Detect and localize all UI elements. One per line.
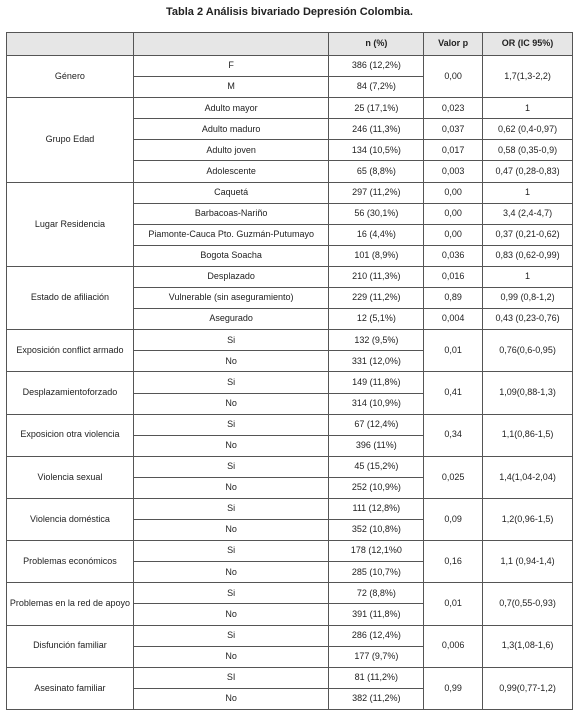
table-row <box>7 583 573 604</box>
or-cell: 0,58 (0,35-0,9) <box>483 140 573 161</box>
variable-cell: Grupo Edad <box>7 98 134 182</box>
p-value-cell: 0,00 <box>424 224 483 245</box>
p-value-cell: 0,41 <box>424 372 483 414</box>
p-value-cell: 0,00 <box>424 203 483 224</box>
p-value-cell: 0,023 <box>424 98 483 119</box>
n-cell: 382 (11,2%) <box>329 688 424 709</box>
n-cell: 25 (17,1%) <box>329 98 424 119</box>
or-cell: 0,43 (0,23-0,76) <box>483 309 573 330</box>
table-row <box>7 625 573 646</box>
n-cell: 285 (10,7%) <box>329 562 424 583</box>
bivariate-table <box>6 32 573 710</box>
category-cell: No <box>133 562 329 583</box>
category-cell: No <box>133 351 329 372</box>
n-cell: 229 (11,2%) <box>329 288 424 309</box>
category-cell: Bogota Soacha <box>133 245 329 266</box>
category-cell: M <box>133 77 329 98</box>
table-row <box>7 98 573 119</box>
category-cell: Si <box>133 583 329 604</box>
p-value-cell: 0,00 <box>424 56 483 98</box>
category-cell: Si <box>133 372 329 393</box>
p-value-cell: 0,037 <box>424 119 483 140</box>
table-body <box>7 56 573 710</box>
n-cell: 210 (11,3%) <box>329 266 424 287</box>
n-cell: 331 (12,0%) <box>329 351 424 372</box>
n-cell: 65 (8,8%) <box>329 161 424 182</box>
n-cell: 177 (9,7%) <box>329 646 424 667</box>
category-cell: Desplazado <box>133 266 329 287</box>
category-cell: No <box>133 393 329 414</box>
p-value-cell: 0,016 <box>424 266 483 287</box>
variable-cell: Exposicion otra violencia <box>7 414 134 456</box>
variable-cell: Género <box>7 56 134 98</box>
or-cell: 1,09(0,88-1,3) <box>483 372 573 414</box>
variable-cell: Asesinato familiar <box>7 667 134 709</box>
n-cell: 134 (10,5%) <box>329 140 424 161</box>
table-row <box>7 541 573 562</box>
p-value-cell: 0,036 <box>424 245 483 266</box>
category-cell: Adulto joven <box>133 140 329 161</box>
variable-cell: Lugar Residencia <box>7 182 134 266</box>
p-value-cell: 0,017 <box>424 140 483 161</box>
p-value-cell: 0,004 <box>424 309 483 330</box>
or-cell: 0,99 (0,8-1,2) <box>483 288 573 309</box>
n-cell: 391 (11,8%) <box>329 604 424 625</box>
or-cell: 1,7(1,3-2,2) <box>483 56 573 98</box>
or-cell: 1,1(0,86-1,5) <box>483 414 573 456</box>
category-cell: Si <box>133 330 329 351</box>
or-cell: 1,1 (0,94-1,4) <box>483 541 573 583</box>
n-cell: 12 (5,1%) <box>329 309 424 330</box>
p-value-cell: 0,89 <box>424 288 483 309</box>
p-value-cell: 0,34 <box>424 414 483 456</box>
n-cell: 396 (11%) <box>329 435 424 456</box>
or-cell: 1 <box>483 266 573 287</box>
n-cell: 72 (8,8%) <box>329 583 424 604</box>
n-cell: 314 (10,9%) <box>329 393 424 414</box>
n-cell: 246 (11,3%) <box>329 119 424 140</box>
or-cell: 0,47 (0,28-0,83) <box>483 161 573 182</box>
category-cell: Adolescente <box>133 161 329 182</box>
n-cell: 67 (12,4%) <box>329 414 424 435</box>
category-cell: F <box>133 56 329 77</box>
category-cell: Si <box>133 625 329 646</box>
category-cell: No <box>133 477 329 498</box>
table-row <box>7 182 573 203</box>
n-cell: 297 (11,2%) <box>329 182 424 203</box>
variable-cell: Problemas en la red de apoyo <box>7 583 134 625</box>
header-row <box>7 33 573 56</box>
category-cell: Si <box>133 456 329 477</box>
category-cell: No <box>133 646 329 667</box>
variable-cell: Desplazamientoforzado <box>7 372 134 414</box>
category-cell: Barbacoas-Nariño <box>133 203 329 224</box>
n-cell: 178 (12,1%0 <box>329 541 424 562</box>
p-value-cell: 0,09 <box>424 498 483 540</box>
n-cell: 286 (12,4%) <box>329 625 424 646</box>
variable-cell: Estado de afiliación <box>7 266 134 329</box>
n-cell: 84 (7,2%) <box>329 77 424 98</box>
table-row <box>7 667 573 688</box>
category-cell: Asegurado <box>133 309 329 330</box>
or-cell: 1,2(0,96-1,5) <box>483 498 573 540</box>
header-n: n (%) <box>329 33 424 56</box>
or-cell: 0,99(0,77-1,2) <box>483 667 573 709</box>
p-value-cell: 0,006 <box>424 625 483 667</box>
n-cell: 81 (11,2%) <box>329 667 424 688</box>
variable-cell: Violencia sexual <box>7 456 134 498</box>
variable-cell: Exposición conflict armado <box>7 330 134 372</box>
or-cell: 0,83 (0,62-0,99) <box>483 245 573 266</box>
category-cell: SI <box>133 667 329 688</box>
n-cell: 101 (8,9%) <box>329 245 424 266</box>
or-cell: 1,4(1,04-2,04) <box>483 456 573 498</box>
category-cell: Adulto maduro <box>133 119 329 140</box>
n-cell: 252 (10,9%) <box>329 477 424 498</box>
p-value-cell: 0,01 <box>424 583 483 625</box>
table-row <box>7 56 573 77</box>
n-cell: 45 (15,2%) <box>329 456 424 477</box>
table-row <box>7 498 573 519</box>
category-cell: No <box>133 520 329 541</box>
n-cell: 132 (9,5%) <box>329 330 424 351</box>
or-cell: 3,4 (2,4-4,7) <box>483 203 573 224</box>
n-cell: 386 (12,2%) <box>329 56 424 77</box>
category-cell: No <box>133 688 329 709</box>
header-p: Valor p <box>424 33 483 56</box>
header-category <box>133 33 329 56</box>
variable-cell: Disfunción familiar <box>7 625 134 667</box>
or-cell: 1 <box>483 98 573 119</box>
p-value-cell: 0,99 <box>424 667 483 709</box>
category-cell: Piamonte-Cauca Pto. Guzmán-Putumayo <box>133 224 329 245</box>
category-cell: Si <box>133 541 329 562</box>
or-cell: 0,7(0,55-0,93) <box>483 583 573 625</box>
or-cell: 1 <box>483 182 573 203</box>
p-value-cell: 0,16 <box>424 541 483 583</box>
variable-cell: Problemas económicos <box>7 541 134 583</box>
category-cell: No <box>133 604 329 625</box>
table-row <box>7 372 573 393</box>
p-value-cell: 0,003 <box>424 161 483 182</box>
or-cell: 0,37 (0,21-0,62) <box>483 224 573 245</box>
or-cell: 0,76(0,6-0,95) <box>483 330 573 372</box>
n-cell: 16 (4,4%) <box>329 224 424 245</box>
p-value-cell: 0,025 <box>424 456 483 498</box>
or-cell: 0,62 (0,4-0,97) <box>483 119 573 140</box>
table-row <box>7 414 573 435</box>
table-row <box>7 330 573 351</box>
n-cell: 352 (10,8%) <box>329 520 424 541</box>
category-cell: Si <box>133 498 329 519</box>
or-cell: 1,3(1,08-1,6) <box>483 625 573 667</box>
n-cell: 56 (30,1%) <box>329 203 424 224</box>
category-cell: Adulto mayor <box>133 98 329 119</box>
category-cell: Vulnerable (sin aseguramiento) <box>133 288 329 309</box>
p-value-cell: 0,01 <box>424 330 483 372</box>
category-cell: No <box>133 435 329 456</box>
table-row <box>7 266 573 287</box>
category-cell: Caquetá <box>133 182 329 203</box>
header-or: OR (IC 95%) <box>483 33 573 56</box>
n-cell: 149 (11,8%) <box>329 372 424 393</box>
header-variable <box>7 33 134 56</box>
table-row <box>7 456 573 477</box>
p-value-cell: 0,00 <box>424 182 483 203</box>
table-title: Tabla 2 Análisis bivariado Depresión Colombia. <box>166 6 413 18</box>
n-cell: 111 (12,8%) <box>329 498 424 519</box>
category-cell: Si <box>133 414 329 435</box>
variable-cell: Violencia doméstica <box>7 498 134 540</box>
